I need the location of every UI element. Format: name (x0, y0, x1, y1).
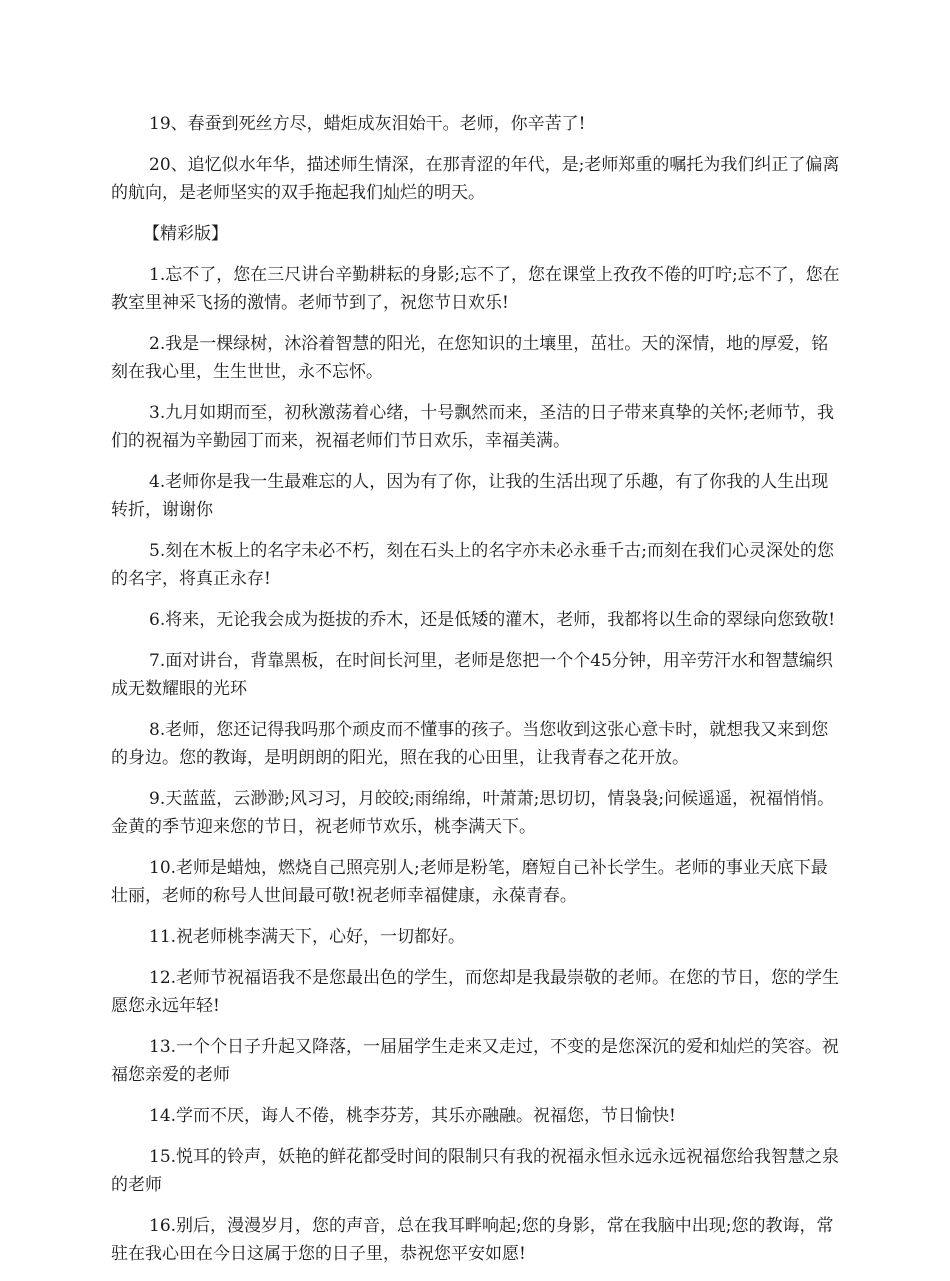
paragraph-1: 1.忘不了，您在三尺讲台辛勤耕耘的身影;忘不了，您在课堂上孜孜不倦的叮咛;忘不了，您在教室里神采飞扬的激情。老师节到了，祝您节日欢乐! (111, 265, 840, 313)
paragraph-3: 3.九月如期而至，初秋激荡着心绪，十号飘然而来，圣洁的日子带来真挚的关怀;老师节，我们的祝福为辛勤园丁而来，祝福老师们节日欢乐，幸福美满。 (111, 403, 834, 451)
paragraph-20: 20、追忆似水年华，描述师生情深，在那青涩的年代，是;老师郑重的嘱托为我们纠正了偏离的航向，是老师坚实的双手拖起我们灿烂的明天。 (111, 155, 840, 203)
document-body (111, 110, 841, 1281)
paragraph-16: 16.别后，漫漫岁月，您的声音，总在我耳畔响起;您的身影，常在我脑中出现;您的教诲，常驻在我心田在今日这属于您的日子里，恭祝您平安如愿! (111, 1216, 834, 1264)
paragraph-15: 15.悦耳的铃声，妖艳的鲜花都受时间的限制只有我的祝福永恒永远永远祝福您给我智慧之泉的老师 (111, 1147, 840, 1195)
paragraph-7: 7.面对讲台，背靠黑板，在时间长河里，老师是您把一个个45分钟，用辛劳汗水和智慧编织成无数耀眼的光环 (111, 651, 833, 699)
paragraph-8: 8.老师，您还记得我吗那个顽皮而不懂事的孩子。当您收到这张心意卡时，就想我又来到您的身边。您的教诲，是明朗朗的阳光，照在我的心田里，让我青春之花开放。 (111, 720, 829, 768)
paragraph-2: 2.我是一棵绿树，沐浴着智慧的阳光，在您知识的土壤里，茁壮。天的深情，地的厚爱，铭刻在我心里，生生世世，永不忘怀。 (111, 334, 829, 382)
paragraph-13: 13.一个个日子升起又降落，一届届学生走来又走过，不变的是您深沉的爱和灿烂的笑容。祝福您亲爱的老师 (111, 1037, 840, 1085)
paragraph-10: 10.老师是蜡烛，燃烧自己照亮别人;老师是粉笔，磨短自己补长学生。老师的事业天底下最壮丽，老师的称号人世间最可敬!祝老师幸福健康，永葆青春。 (111, 858, 828, 906)
paragraph-14: 14.学而不厌，诲人不倦，桃李芬芳，其乐亦融融。祝福您，节日愉快! (149, 1106, 676, 1126)
paragraph-6: 6.将来，无论我会成为挺拔的乔木，还是低矮的灌木，老师，我都将以生命的翠绿向您致敬! (149, 610, 836, 630)
section-heading: 【精彩版】 (143, 224, 228, 244)
paragraph-11: 11.祝老师桃李满天下，心好，一切都好。 (149, 927, 466, 947)
paragraph-19: 19、春蚕到死丝方尽，蜡炬成灰泪始干。老师，你辛苦了! (149, 114, 586, 134)
paragraph-5: 5.刻在木板上的名字未必不朽，刻在石头上的名字亦未必永垂千古;而刻在我们心灵深处的您的名字，将真正永存! (111, 541, 834, 589)
paragraph-4: 4.老师你是我一生最难忘的人，因为有了你，让我的生活出现了乐趣，有了你我的人生出现转折，谢谢你 (111, 472, 829, 520)
paragraph-12: 12.老师节祝福语我不是您最出色的学生，而您却是我最崇敬的老师。在您的节日，您的学生愿您永远年轻! (111, 968, 840, 1016)
paragraph-9: 9.天蓝蓝，云渺渺;风习习，月皎皎;雨绵绵，叶萧萧;思切切，情袅袅;问候遥遥，祝福悄悄。金黄的季节迎来您的节日，祝老师节欢乐，桃李满天下。 (111, 789, 835, 837)
